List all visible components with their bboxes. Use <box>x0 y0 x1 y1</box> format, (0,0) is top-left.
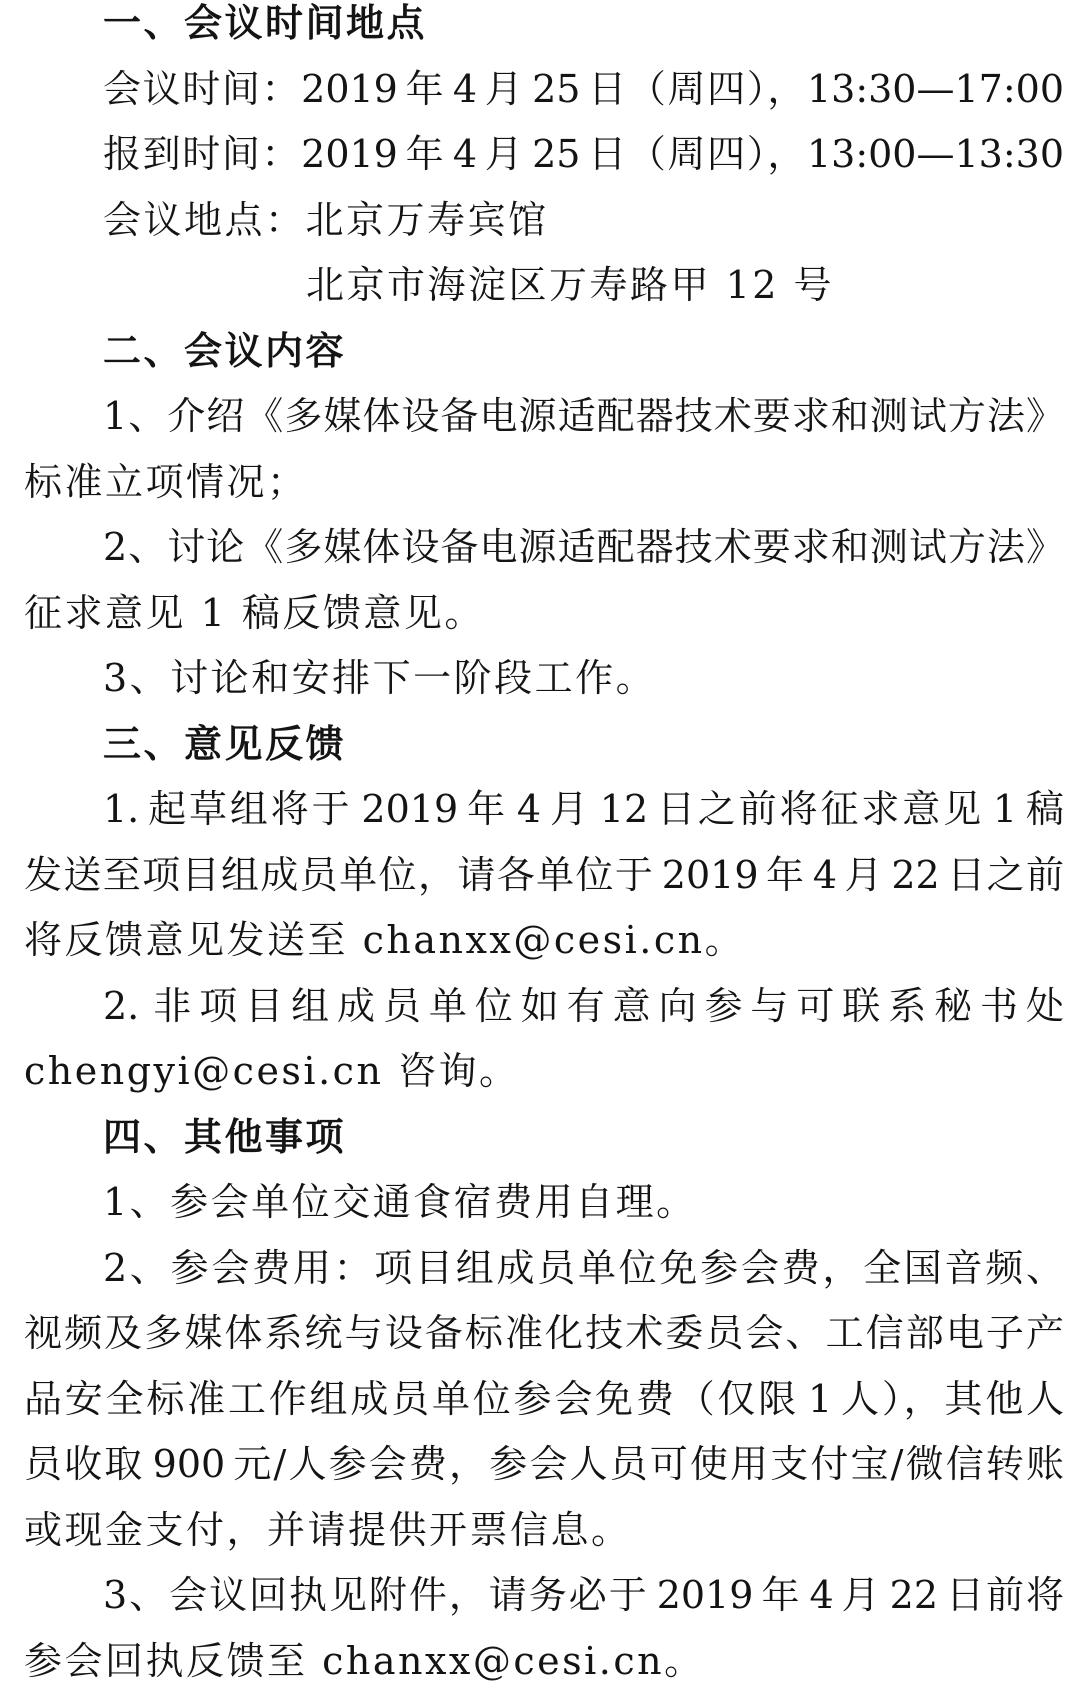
feedback-item-2-line-2: chengyi@cesi.cn 咨询。 <box>24 1049 520 1093</box>
content-item-3: 3、讨论和安排下一阶段工作。 <box>103 656 657 700</box>
content-item-2-line-1: 2、讨论《多媒体设备电源适配器技术要求和测试方法》 <box>103 525 1064 569</box>
section-heading-meeting-time-place: 一、会议时间地点 <box>103 1 428 45</box>
other-item-2-line-3: 品安全标准工作组成员单位参会免费（仅限 1 人），其他人 <box>24 1376 1064 1421</box>
meeting-time: 会议时间：2019 年 4 月 25 日（周四），13:30—17:00 <box>103 66 1064 111</box>
other-item-2-line-5: 或现金支付，并请提供开票信息。 <box>24 1507 632 1552</box>
content-item-1-line-1: 1、介绍《多媒体设备电源适配器技术要求和测试方法》 <box>103 394 1064 438</box>
feedback-item-2-line-1: 2. 非项目组成员单位如有意向参与可联系秘书处 <box>103 983 1064 1028</box>
other-item-3-line-2: 参会回执反馈至 chanxx@cesi.cn。 <box>24 1638 705 1683</box>
feedback-item-1-line-3: 将反馈意见发送至 chanxx@cesi.cn。 <box>24 918 746 962</box>
other-item-2-line-1: 2、参会费用：项目组成员单位免参会费，全国音频、 <box>103 1245 1064 1290</box>
other-item-1: 1、参会单位交通食宿费用自理。 <box>103 1180 697 1224</box>
section-heading-feedback: 三、意见反馈 <box>103 721 347 766</box>
other-item-2-line-2: 视频及多媒体系统与设备标准化技术委员会、工信部电子产 <box>24 1311 1064 1355</box>
section-heading-other-matters: 四、其他事项 <box>103 1114 347 1159</box>
feedback-item-1-line-2: 发送至项目组成员单位，请各单位于 2019 年 4 月 22 日之前 <box>24 852 1064 897</box>
meeting-venue: 会议地点：北京万寿宾馆 <box>103 197 549 242</box>
feedback-item-1-line-1: 1. 起草组将于 2019 年 4 月 12 日之前将征求意见 1 稿 <box>103 787 1064 831</box>
section-heading-meeting-content: 二、会议内容 <box>103 328 347 373</box>
content-item-2-line-2: 征求意见 1 稿反馈意见。 <box>24 590 485 635</box>
other-item-2-line-4: 员收取 900 元/人参会费，参会人员可使用支付宝/微信转账 <box>24 1442 1064 1486</box>
checkin-time: 报到时间：2019 年 4 月 25 日（周四），13:00—13:30 <box>103 132 1064 176</box>
content-item-1-line-2: 标准立项情况； <box>24 459 308 504</box>
other-item-3-line-1: 3、会议回执见附件，请务必于 2019 年 4 月 22 日前将 <box>103 1573 1064 1617</box>
document-body <box>24 1 1064 1683</box>
venue-address: 北京市海淀区万寿路甲 12 号 <box>306 263 835 307</box>
